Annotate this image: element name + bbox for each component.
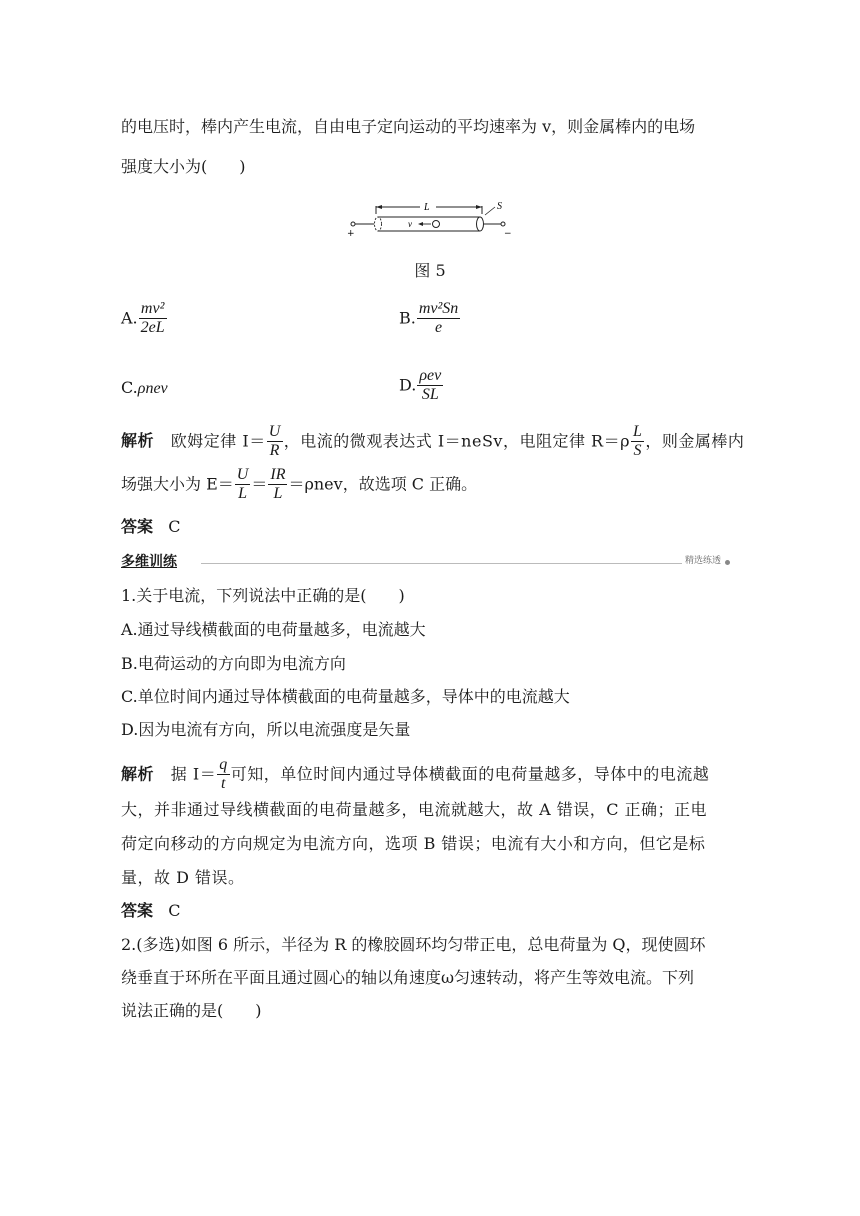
- section-header: [121, 553, 736, 569]
- q2-line-1: 2.(多选)如图 6 所示，半径为 R 的橡胶圆环均匀带正电，总电荷量为 Q，现使圆环: [121, 935, 706, 954]
- solution-line-2: 场强大小为 E＝ $\frac{U}{L}$ ＝ $\frac{IR}{L}$ ＝ρnev，故选项 C 正确。: [121, 466, 478, 502]
- section-dot-icon: [725, 560, 730, 565]
- figure-plus-sign: +: [347, 229, 355, 238]
- problem-text-line-2: 强度大小为( ): [121, 157, 246, 176]
- q1-answer-line: 答案 C: [121, 901, 181, 920]
- figure-label-S: S: [497, 201, 502, 212]
- q1-option-B: B.电荷运动的方向即为电流方向: [121, 654, 346, 673]
- q2-line-2: 绕垂直于环所在平面且通过圆心的轴以角速度ω匀速转动，将产生等效电流。下列: [121, 968, 695, 987]
- solution-line-1: 解析 欧姆定律 I＝ $\frac{U}{R}$ ，电流的微观表达式 I＝neSv，电阻定律 R＝ρ $\frac{L}{S}$ ，则金属棒内: [121, 423, 745, 459]
- answer-line: 答案 C: [121, 517, 181, 536]
- figure-5-caption: 图 5: [414, 261, 446, 280]
- q1-option-D: D.因为电流有方向，所以电流强度是矢量: [121, 720, 411, 739]
- section-title: 多维训练: [121, 554, 177, 570]
- q1-solution-line-4: 量，故 D 错误。: [121, 868, 245, 887]
- q2-line-3: 说法正确的是( ): [121, 1001, 262, 1020]
- option-D: D. $\frac{\text{ρev}}{SL}$: [399, 367, 442, 403]
- figure-label-v: v: [408, 219, 412, 229]
- problem-text-line-1: 的电压时，棒内产生电流，自由电子定向运动的平均速率为 v，则金属棒内的电场: [121, 117, 696, 136]
- figure-label-L: L: [424, 202, 430, 213]
- q1-option-C: C.单位时间内通过导体横截面的电荷量越多，导体中的电流越大: [121, 687, 570, 706]
- section-divider: [201, 563, 716, 564]
- q1-solution-line-2: 大，并非通过导线横截面的电荷量越多，电流就越大，故 A 错误，C 正确；正电: [121, 800, 708, 819]
- figure-5-metal-rod: [340, 193, 520, 238]
- option-C: C.ρnev: [121, 378, 168, 397]
- q1-stem: 1.关于电流，下列说法中正确的是( ): [121, 586, 405, 605]
- q1-option-A: A.通过导线横截面的电荷量越多，电流越大: [121, 620, 426, 639]
- figure-minus-sign: −: [504, 229, 512, 238]
- option-B: B. $\frac{\text{mv²Sn}}{e}$: [399, 300, 459, 336]
- q1-solution-line-1: 解析 据 I＝ $\frac{q}{t}$ 可知，单位时间内通过导体横截面的电荷量越多，导体中的电流越: [121, 756, 710, 792]
- section-subtitle: 精选练透: [682, 553, 724, 566]
- option-A: A. $\frac{\text{mv²}}{2eL}$: [121, 300, 165, 336]
- q1-solution-line-3: 荷定向移动的方向规定为电流方向，选项 B 错误；电流有大小和方向，但它是标: [121, 834, 706, 853]
